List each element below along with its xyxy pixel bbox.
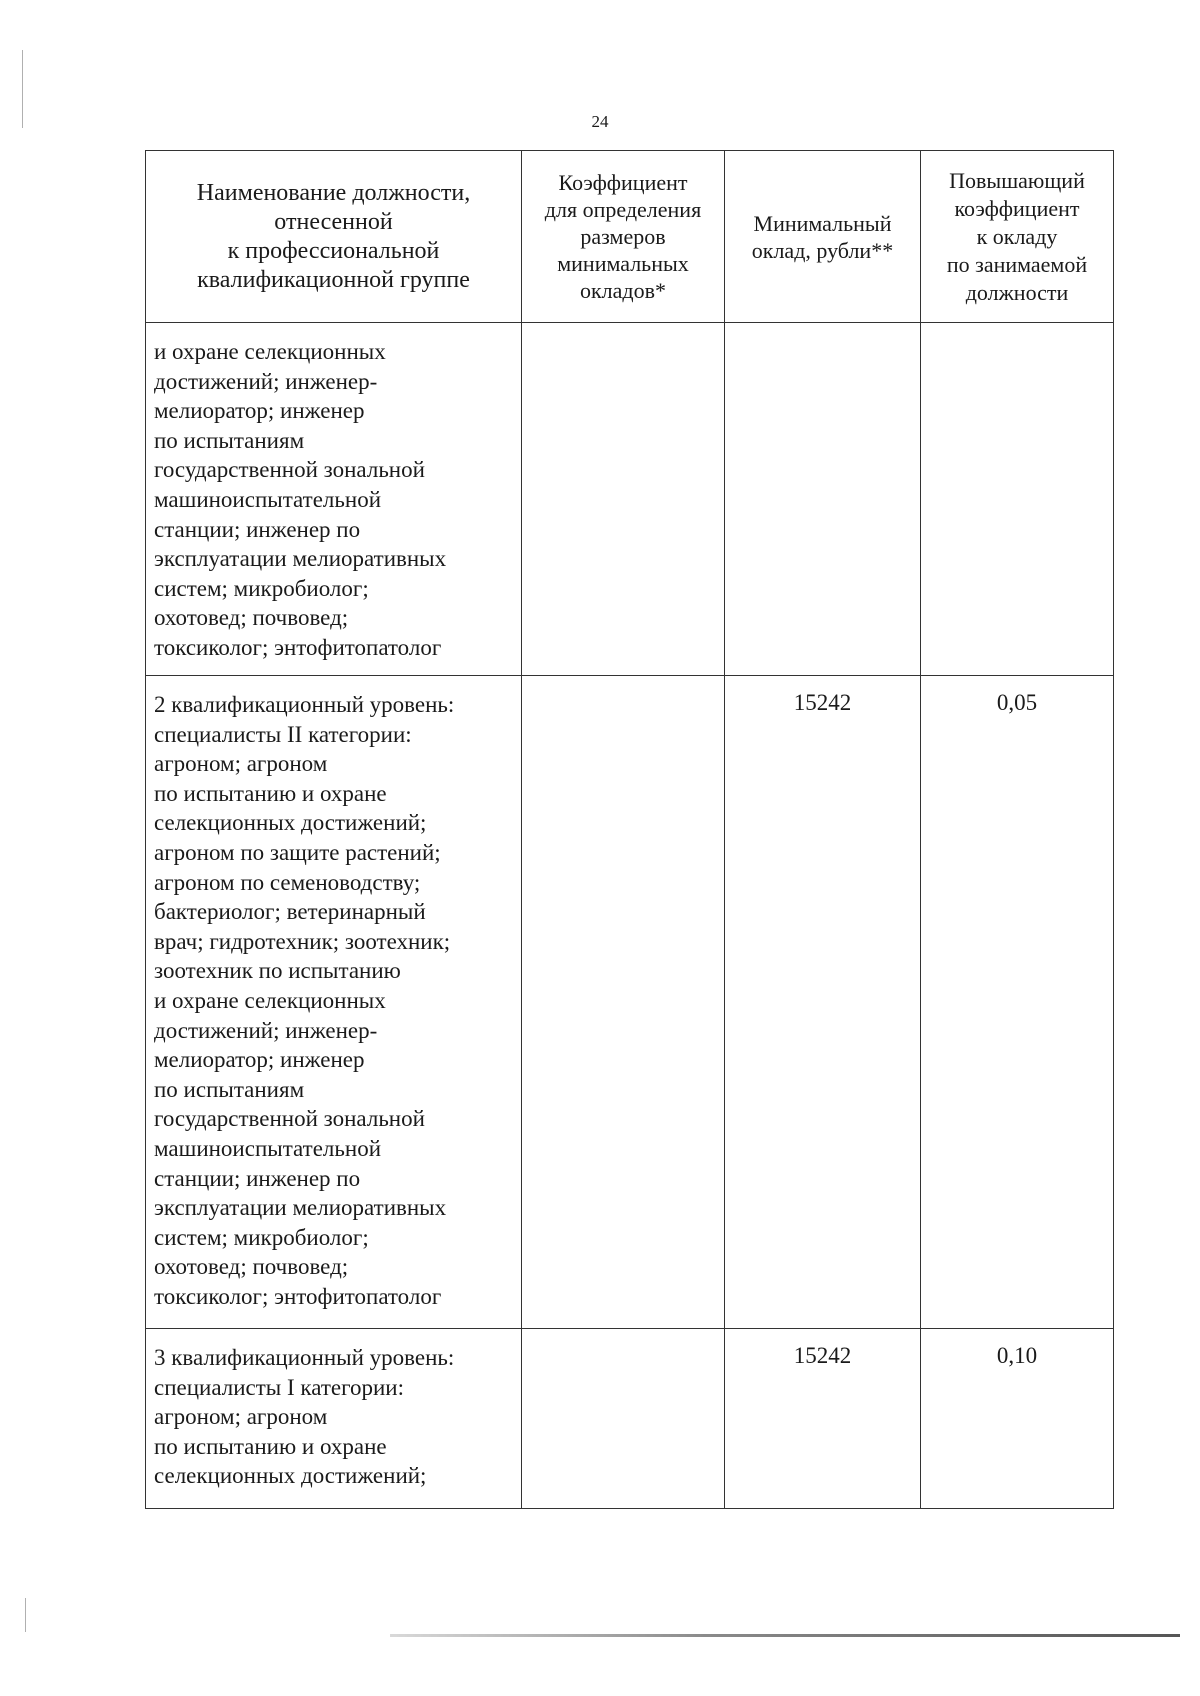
cell-min-salary: 15242 — [725, 676, 921, 1329]
page-number: 24 — [591, 112, 609, 131]
header-raising-coefficient: Повышающий коэффициент к окладу по занимаемой должности — [921, 151, 1114, 323]
cell-position: 2 квалификационный уровень: специалисты II категории: агроном; агроном по испытанию и охране селекционных достижений; агроном по защите растений; агроном по семеноводству; бактериолог; ветеринарный врач; гидротехник; зоотехник; зоотехник по испытанию и охране селекционных достижений; инженер- мелиоратор; инженер по испытаниям государственной зональной машиноиспытательной станции; инженер по эксплуатации мелиоративных систем; микробиолог; охотовед; почвовед; токсиколог; энтофитопатолог — [146, 676, 522, 1329]
table-row — [146, 1329, 1114, 1509]
table-row — [146, 676, 1114, 1329]
cell-raising-coefficient: 0,10 — [921, 1329, 1114, 1509]
cell-min-salary: 15242 — [725, 1329, 921, 1509]
salary-table — [145, 150, 1114, 1509]
cell-min-salary — [725, 323, 921, 676]
table-row — [146, 323, 1114, 676]
cell-raising-coefficient — [921, 323, 1114, 676]
cell-coefficient — [522, 323, 725, 676]
cell-coefficient — [522, 1329, 725, 1509]
cell-position: и охране селекционных достижений; инженер- мелиоратор; инженер по испытаниям государственной зональной машиноиспытательной станции; инженер по эксплуатации мелиоративных систем; микробиолог; охотовед; почвовед; токсиколог; энтофитопатолог — [146, 323, 522, 676]
cell-position: 3 квалификационный уровень: специалисты I категории: агроном; агроном по испытанию и охране селекционных достижений; — [146, 1329, 522, 1509]
cell-coefficient — [522, 676, 725, 1329]
table-header-row — [146, 151, 1114, 323]
scan-edge-mark — [25, 1598, 26, 1632]
header-min-salary: Минимальный оклад, рубли** — [725, 151, 921, 323]
cell-raising-coefficient: 0,05 — [921, 676, 1114, 1329]
scan-edge-line — [390, 1634, 1180, 1637]
header-coefficient: Коэффициент для определения размеров минимальных окладов* — [522, 151, 725, 323]
header-position: Наименование должности, отнесенной к профессиональной квалификационной группе — [146, 151, 522, 323]
